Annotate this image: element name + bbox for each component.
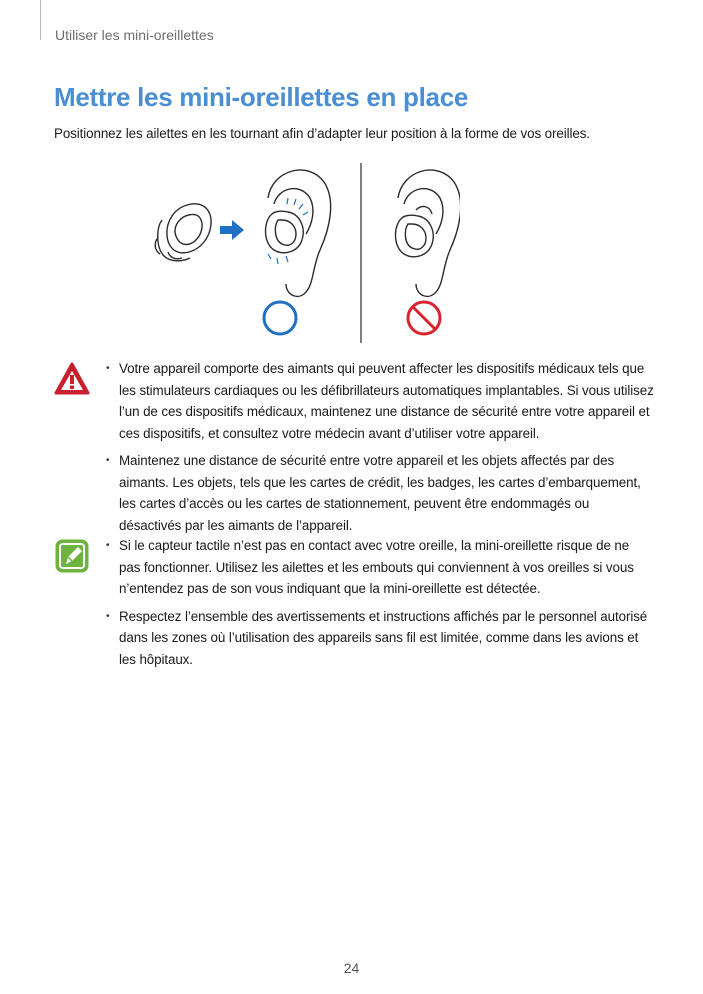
intro-text: Positionnez les ailettes en les tournant afin d’adapter leur position à la forme de vos oreilles. (54, 126, 590, 141)
ear-correct-illustration (266, 170, 331, 296)
prohibited-icon (408, 302, 440, 334)
note-list (54, 535, 654, 670)
warning-block (54, 358, 654, 542)
warning-item: • Maintenez une distance de sécurité entre votre appareil et les objets affectés par des aimants. Les objets, tels que les cartes de crédit, les badges, les cartes d’embarquement, les cartes d’accès ou les cartes de stationnement, peuvent être endommagés ou désactivés par les aimants de l’appareil. (119, 450, 654, 536)
note-item: • Respectez l’ensemble des avertissements et instructions affichés par le personnel autorisé dans les zones où l’utilisation des appareils sans fil est limitée, comme dans les avions et les hôpitaux. (119, 606, 654, 671)
warning-icon (54, 362, 90, 398)
note-pencil-icon (54, 538, 90, 574)
warning-item: • Votre appareil comporte des aimants qui peuvent affecter les dispositifs médicaux tels que les stimulateurs cardiaques ou les défibrillateurs automatiques implantables. Si vous utilisez l’un de ces dispositifs médicaux, maintenez une distance de sécurité entre votre appareil et ces dispositifs, et consultez votre médecin avant d’utiliser votre appareil. (119, 358, 654, 444)
page-title: Mettre les mini-oreillettes en place (54, 82, 469, 112)
info-block (54, 535, 654, 676)
correct-icon (264, 302, 296, 334)
earbud-icon (155, 204, 211, 261)
header-rule (40, 0, 41, 40)
fit-indicator-lines (268, 198, 308, 264)
arrow-right-icon (220, 220, 244, 240)
ear-wrong-illustration (396, 170, 461, 296)
note-item: • Si le capteur tactile n’est pas en contact avec votre oreille, la mini-oreillette risque de ne pas fonctionner. Utilisez les ailettes et les embouts qui conviennent à vos oreilles si vous n’entendez pas de son vous indiquant que la mini-oreillette est détectée. (119, 535, 654, 600)
warning-list (54, 358, 654, 536)
page-number: 24 (343, 960, 360, 976)
earbud-fit-illustration (140, 158, 460, 348)
section-header: Utiliser les mini-oreillettes (55, 27, 214, 43)
